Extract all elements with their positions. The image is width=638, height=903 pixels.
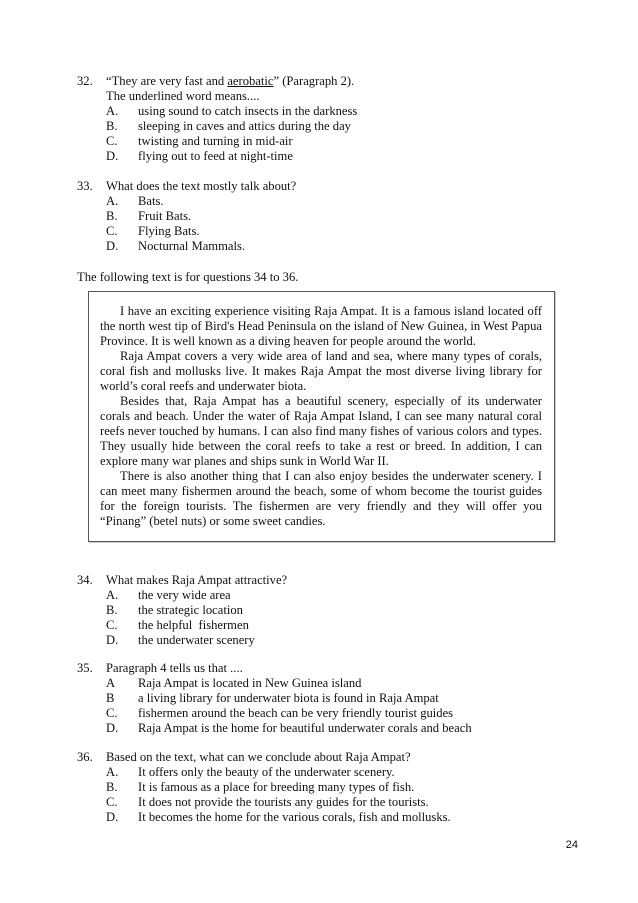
question-number: 34. — [77, 573, 93, 587]
option-c: C. It does not provide the tourists any guides for the tourists. — [106, 795, 429, 809]
question-36 — [77, 750, 577, 825]
passage-paragraph-2: Raja Ampat covers a very wide area of land and sea, where many types of corals, coral fish and mollusks live. It makes Raja Ampat the most diverse living library for world’s coral reefs and underwater biota. — [100, 349, 542, 393]
option-c: C. fishermen around the beach can be very friendly tourist guides — [106, 706, 454, 720]
option-b: B. sleeping in caves and attics during the day — [106, 119, 351, 133]
question-35 — [77, 661, 577, 736]
option-c: C. twisting and turning in mid-air — [106, 134, 293, 148]
question-number: 35. — [77, 661, 93, 675]
option-a: A. Bats. — [106, 194, 164, 208]
option-a: A Raja Ampat is located in New Guinea island — [106, 676, 362, 690]
option-b: B. Fruit Bats. — [106, 209, 192, 223]
option-c: C. the helpful fishermen — [106, 618, 249, 632]
option-d: D. Raja Ampat is the home for beautiful underwater corals and beach — [106, 721, 472, 735]
question-32 — [77, 74, 577, 164]
option-d: D. flying out to feed at night-time — [106, 149, 293, 163]
question-number: 36. — [77, 750, 93, 764]
option-a: A. using sound to catch insects in the darkness — [106, 104, 358, 118]
option-a: A. the very wide area — [106, 588, 231, 602]
question-stem-line2: The underlined word means.... — [106, 89, 260, 103]
option-d: D. the underwater scenery — [106, 633, 255, 647]
question-stem: What makes Raja Ampat attractive? — [106, 573, 288, 587]
option-d: D. It becomes the home for the various corals, fish and mollusks. — [106, 810, 451, 824]
page-number: 24 — [565, 839, 578, 851]
passage-paragraph-4: There is also another thing that I can also enjoy besides the underwater scenery. I can meet many fishermen around the beach, some of whom become the tourist guides for the foreign tourists. The fishermen are very friendly and they will offer you “Pinang” (betel nuts) or some sweet candies. — [100, 469, 542, 528]
question-number: 32. — [77, 74, 93, 88]
option-b: B. It is famous as a place for breeding many types of fish. — [106, 780, 415, 794]
passage-paragraph-3: Besides that, Raja Ampat has a beautiful scenery, especially of its underwater corals and beach. Under the water of Raja Ampat Island, I can see many natural coral reefs never touched by humans. I can also find many fishes of various colors and types. They usually hide between the coral reefs to take a rest or breed. In addition, I can explore many war planes and ships sunk in World War II. — [100, 394, 542, 468]
passage-intro: The following text is for questions 34 to 36. — [77, 270, 299, 284]
option-d: D. Nocturnal Mammals. — [106, 239, 246, 253]
option-a: A. It offers only the beauty of the underwater scenery. — [106, 765, 395, 779]
question-34 — [77, 573, 577, 648]
question-33 — [77, 179, 577, 254]
question-stem: Based on the text, what can we conclude about Raja Ampat? — [106, 750, 411, 764]
question-stem: “They are very fast and aerobatic” (Paragraph 2). — [106, 74, 355, 88]
question-stem: Paragraph 4 tells us that .... — [106, 661, 243, 675]
underlined-word: aerobatic — [227, 74, 274, 88]
option-b: B a living library for underwater biota is found in Raja Ampat — [106, 691, 439, 705]
question-stem: What does the text mostly talk about? — [106, 179, 297, 193]
question-number: 33. — [77, 179, 93, 193]
reading-passage — [100, 304, 542, 529]
passage-paragraph-1: I have an exciting experience visiting Raja Ampat. It is a famous island located off the north west tip of Bird's Head Peninsula on the island of New Guinea, in West Papua Province. It is well known as a diving heaven for people around the world. — [100, 304, 542, 348]
option-c: C. Flying Bats. — [106, 224, 200, 238]
option-b: B. the strategic location — [106, 603, 243, 617]
